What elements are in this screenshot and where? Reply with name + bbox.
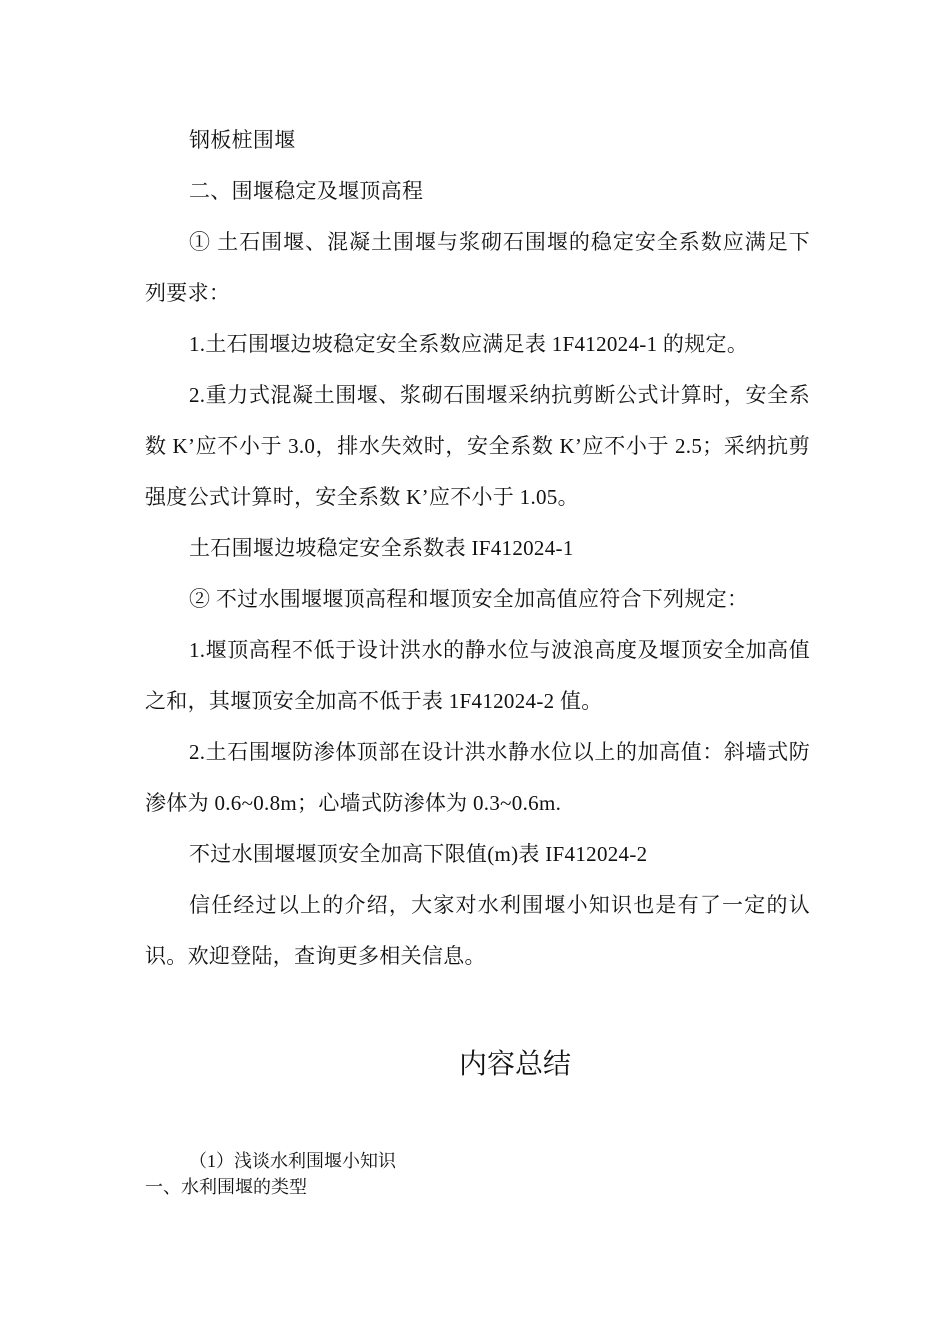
summary-title: 内容总结: [458, 1049, 571, 1080]
paragraph-stability-requirement: ① 土石围堰、混凝土围堰与浆砌石围堰的稳定安全系数应满足下列要求：: [145, 230, 810, 305]
paragraph-rule-1: 1.土石围堰边坡稳定安全系数应满足表 1F412024-1 的规定。: [189, 332, 749, 356]
document-body: [145, 115, 810, 982]
paragraph-crest-requirement: ② 不过水围堰堰顶高程和堰顶安全加高值应符合下列规定：: [189, 587, 749, 611]
summary-item: （1）浅谈水利围堰小知识: [189, 1151, 396, 1171]
paragraph-heading-steel-sheet-pile: 钢板桩围堰: [189, 128, 296, 152]
table-caption-1: 土石围堰边坡稳定安全系数表 IF412024-1: [189, 536, 574, 560]
paragraph-closing: 信任经过以上的介绍，大家对水利围堰小知识也是有了一定的认识。欢迎登陆，查询更多相关信息。: [145, 893, 810, 968]
summary-item: 一、水利围堰的类型: [145, 1177, 307, 1197]
table-caption-2: 不过水围堰堰顶安全加高下限值(m)表 IF412024-2: [189, 842, 648, 866]
summary-list: [145, 1148, 810, 1200]
paragraph-section-heading: 二、围堰稳定及堰顶高程: [189, 179, 424, 203]
paragraph-crest-rule-2: 2.土石围堰防渗体顶部在设计洪水静水位以上的加高值：斜墙式防渗体为 0.6~0.8m；心墙式防渗体为 0.3~0.6m.: [145, 740, 810, 815]
paragraph-rule-2: 2.重力式混凝土围堰、浆砌石围堰采纳抗剪断公式计算时，安全系数 K’应不小于 3.0，排水失效时，安全系数 K’应不小于 2.5；采纳抗剪强度公式计算时，安全系数 K’应不小于 1.05。: [145, 383, 810, 509]
paragraph-crest-rule-1: 1.堰顶高程不低于设计洪水的静水位与波浪高度及堰顶安全加高值之和，其堰顶安全加高不低于表 1F412024-2 值。: [145, 638, 810, 713]
